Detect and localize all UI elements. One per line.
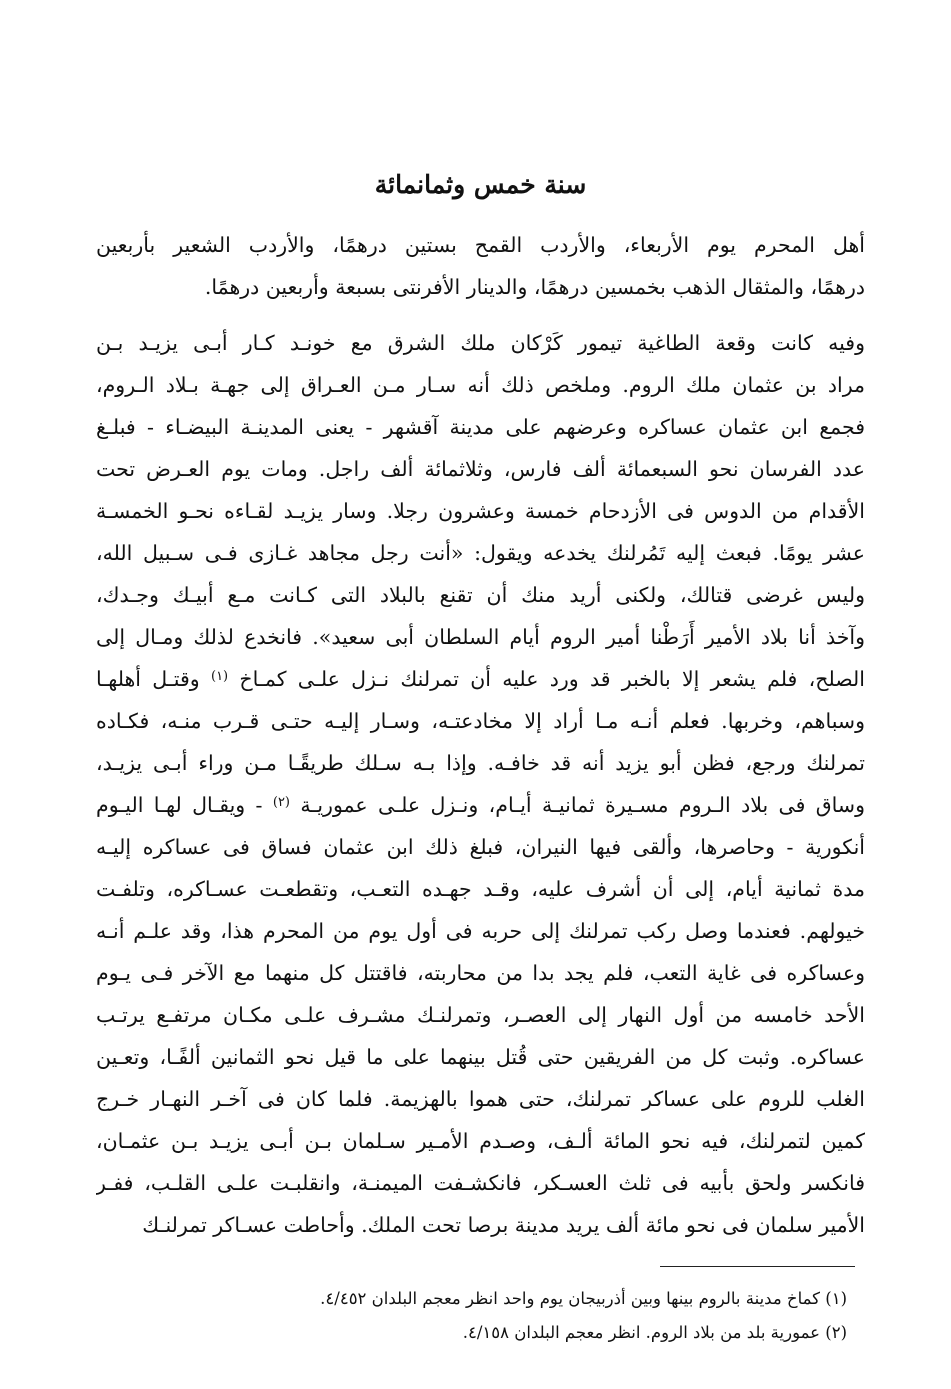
text-line: الأحد خامسه من أول النهار إلى العصـر، وتمرلنـك مشـرف علـى مكـان مرتفـع يرتـب xyxy=(96,1003,865,1027)
footnote-reference: (١) xyxy=(210,669,229,684)
text-line: الأمير سلمان فى نحو مائة ألف يريد مدينة برصا تحت الملك. وأحاطت عسـاكر تمرلنـك xyxy=(142,1213,865,1237)
text-line: وسباهم، وخربها. فعلم أنـه مـا أراد إلا مخادعتـه، وسـار إليـه حتـى قـرب منـه، فكـاده xyxy=(96,709,865,733)
footnotes xyxy=(147,1282,847,1350)
text-line: وآخذ أنا بلاد الأمير أَرَطْنا أمير الروم أيام السلطان أبى سعيد». فانخدع لذلك ومـال إلى xyxy=(96,625,865,649)
text-line: أهل المحرم يوم الأربعاء، والأردب القمح بستين درهمًا، والأردب الشعير بأربعين xyxy=(96,233,865,257)
text-line: فانكسر ولحق بأبيه فى ثلث العسـكر، فانكشـفت الميمنـة، وانقلبـت علـى القلـب، ففـر xyxy=(96,1171,865,1195)
page-body xyxy=(96,160,865,1246)
text-line: وساق فى بلاد الـروم مسـيرة ثمانيـة أيـام، ونـزل علـى عموريـة $^{(٢)}$ - ويقـال لهـا اليـوم xyxy=(96,793,865,817)
text-line: مدة ثمانية أيام، إلى أن أشرف عليه، وقـد جهـده التعـب، وتقطعـت عسـاكره، وتلفـت xyxy=(96,877,865,901)
text-line: درهمًا، والمثقال الذهب بخمسين درهمًا، والدينار الأفرنتى بسبعة وأربعين درهمًا. xyxy=(204,275,865,299)
text-line: كمين لتمرلنك، فيه نحو المائة ألـف، وصـدم الأمـير سـلمان بـن أبـى يزيـد بـن عثمـان، xyxy=(96,1129,865,1153)
paragraph-battle xyxy=(96,322,865,1246)
text-line: تمرلنك ورجع، فظن أبو يزيد أنه قد خافـه. وإذا بـه سـلك طريقًـا مـن وراء أبـى يزيـد، xyxy=(96,751,865,775)
text-line: فجمع ابن عثمان عساكره وعرضهم على مدينة آقشهر - يعنى المدينـة البيضـاء - فبلـغ xyxy=(96,415,865,439)
text-line: وليس غرضى قتالك، ولكنى أريد منك أن تقنع بالبلاد التى كـانت مـع أبيـك وجـدك، xyxy=(96,583,865,607)
text-line: الغلب للروم على عساكر تمرلنك، حتى هموا بالهزيمة. فلما كان فى آخـر النهـار خـرج xyxy=(96,1087,865,1111)
text-line: عساكره. وثبت كل من الفريقين حتى قُتل بينهما على ما قيل نحو الثمانين ألفًـا، وتعـين xyxy=(96,1045,865,1069)
text-line: أنكورية - وحاصرها، وألقى فيها النيران، فبلغ ذلك ابن عثمان فساق فى عساكره إليـه xyxy=(96,835,865,859)
text-line: وفيه كانت وقعة الطاغية تيمور كَرْكان ملك الشرق مع خونـد كـار أبـى يزيـد بـن xyxy=(96,331,865,355)
text-line: الصلح، فلم يشعر إلا بالخبر قد ورد عليه أن تمرلنك نـزل علـى كمـاخ $^{(١)}$ وقتـل أهلهـا xyxy=(96,667,865,691)
text-line: وعساكره فى غاية التعب، فلم يجد بدا من محاربته، فاقتتل كل منهما مع الآخر فـى يـوم xyxy=(96,961,865,985)
text-line: الأقدام من الدوس فى الأزدحام خمسة وعشرون رجلا. وسار يزيـد لقـاءه نحـو الخمسـة xyxy=(96,499,865,523)
footnote-2: (٢) عمورية بلد من بلاد الروم. انظر معجم البلدان ٤/١٥٨. xyxy=(462,1323,847,1342)
text-line: مراد بن عثمان ملك الروم. وملخص ذلك أنه سـار مـن العـراق إلى جهـة بـلاد الـروم، xyxy=(96,373,865,397)
text-line: عشر يومًا. فبعث إليه تَمُرلنك يخدعه ويقول: «أنت رجل مجاهد غـازى فـى سـبيل الله، xyxy=(96,541,865,565)
footnote-reference: (٢) xyxy=(272,795,290,810)
text-line: عدد الفرسان نحو السبعمائة ألف فارس، وثلاثمائة ألف راجل. ومات يوم العـرض تحت xyxy=(96,457,865,481)
footnote-1: (١) كماخ مدينة بالروم بينها وبين أذربيجان يوم واحد انظر معجم البلدان ٤/٤٥٢. xyxy=(320,1289,847,1308)
footnote-divider xyxy=(660,1266,855,1267)
page-title: سنة خمس وثمانمائة xyxy=(374,170,587,199)
text-line: خيولهم. فعندما وصل ركب تمرلنك إلى حربه فى أول يوم من المحرم هذا، وقد علـم أنـه xyxy=(96,919,865,943)
paragraph-prices xyxy=(96,224,865,308)
